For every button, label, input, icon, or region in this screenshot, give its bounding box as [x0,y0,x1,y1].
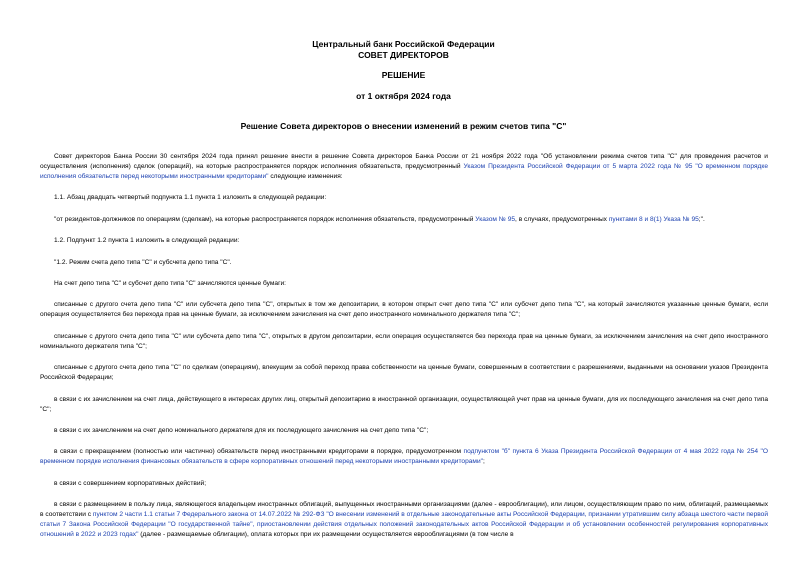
decree-254-link[interactable]: подпунктом "б" пункта 6 Указа Президента Российской Федерации от 4 мая 2022 года № 254 "О временном порядке исполнения финансовых обязательств в сфере корпоративных отношений перед некоторыми иностранными кредиторами" [40,448,768,466]
board-name: СОВЕТ ДИРЕКТОРОВ [358,50,449,60]
list-item-same-depository: списанные с другого счета депо типа "С" или субсчета депо типа "С", открытых в том же депозитарии, в котором открыт счет депо типа "С" или субсчет депо типа "С", на который зачисляются указанные ценные бумаги, если операция осуществляется без перехода прав на ценные бумаги, за исключением зачисления на счет депо иностранного номинального держателя типа "С"; [40,301,768,319]
paragraph-intro [40,152,768,182]
paragraph-1-2: 1.2. Подпункт 1.2 пункта 1 изложить в следующей редакции: [54,237,240,245]
paragraph-securities-intro: На счет депо типа "С" и субсчет депо типа "С" зачисляются ценные бумаги: [54,279,287,287]
list-item-obligation-termination [40,447,768,467]
organization-name: Центральный банк Российской Федерации [312,39,495,49]
document-type: РЕШЕНИЕ [381,70,426,80]
paragraph-text: в связи с размещением в пользу лица, являющегося владельцем иностранных облигаций, выпущенных иностранными организациями (далее - еврооблигации), или лицом, осуществляющим право по ним, облигаций, размещаемых в соответствии с [40,501,768,519]
decree-95-short-link[interactable]: Указом № 95 [475,215,516,223]
document-body [40,152,768,551]
list-item-ownership-transfer: списанные с другого счета депо типа "С" по сделкам (операциям), влекущим за собой переход права собственности на ценные бумаги, совершенным в соответствии с разрешениями, выданными на основании указов Президента Российской Федерации; [40,364,768,382]
paragraph-text: "от резидентов-должников по операциям (сделкам), на которые распространяется порядок исполнения обязательств, предусмотренный [54,215,476,223]
paragraph-text: ;". [698,215,705,223]
paragraph-text: следующие изменения: [268,173,343,180]
list-item-eurobond-placement [40,500,768,540]
list-item-corporate-actions: в связи с совершением корпоративных действий; [54,479,207,487]
paragraph-text: в связи с прекращением (полностью или частично) обязательств перед иностранными кредиторами в порядке, предусмотренном [54,448,464,456]
document-title: Решение Совета директоров о внесении изменений в режим счетов типа "С" [240,121,567,131]
document-date: от 1 октября 2024 года [356,91,451,101]
paragraph-1-2-heading: "1.2. Режим счета депо типа "С" и субсчета депо типа "С". [54,258,232,266]
paragraph-text: (далее - размещаемые облигации), оплата которых при их размещении осуществляется еврооблигациями (в том числе в [138,531,514,539]
federal-law-292-link[interactable]: пунктом 2 части 1.1 статьи 7 Федерального закона от 14.07.2022 № 292-ФЗ "О внесении изменений в отдельные законодательные акты Российской Федерации, признании утратившим силу абзаца шестого части первой статьи 7 Закона Российской Федерации "О государственной тайне", приостановлении действия отдельных положений законодательных актов Российской Федерации и об установлении особенностей регулирования корпоративных отношений в 2022 и 2023 годах" [40,511,769,539]
list-item-nominee-account: в связи с их зачислением на счет депо номинального держателя для их последующего зачисления на счет депо типа "С"; [54,426,429,434]
paragraph-text: Совет директоров Банка России 30 сентября 2024 года принял решение внести в решение Совета директоров Банка России от 21 ноября 2022 года "Об установлении режима счетов типа "С" для проведения расчетов и осуществления (исполнения) сделок (операций), на которые распространяется порядок исполнения обязательств, предусмотренный [40,153,768,170]
paragraph-text: , в случаях, предусмотренных [515,215,609,223]
list-item-foreign-account: в связи с их зачислением на счет лица, действующего в интересах других лиц, открытый депозитарию в иностранной организации, осуществляющей учет прав на ценные бумаги, для их последующего зачисления на счет депо типа "С"; [40,395,768,413]
paragraph-1-1: 1.1. Абзац двадцать четвертый подпункта 1.1 пункта 1 изложить в следующей редакции: [54,194,327,202]
paragraph-text: ; [482,458,485,466]
paragraph-1-1-text [40,215,768,225]
list-item-other-depository: списанные с другого счета депо типа "С" или субсчета депо типа "С", открытых в другом депозитарии, если операция осуществляется без перехода прав на ценные бумаги, за исключением зачисления на счет депо иностранного номинального держателя типа "С"; [40,332,768,350]
decree-95-link[interactable]: Указом Президента Российской Федерации от 5 марта 2022 года № 95 "О временном порядке исполнения обязательств перед некоторыми иностранными кредиторами" [40,163,768,180]
decree-95-points-link[interactable]: пунктами 8 и 8(1) Указа № 95 [608,215,699,223]
